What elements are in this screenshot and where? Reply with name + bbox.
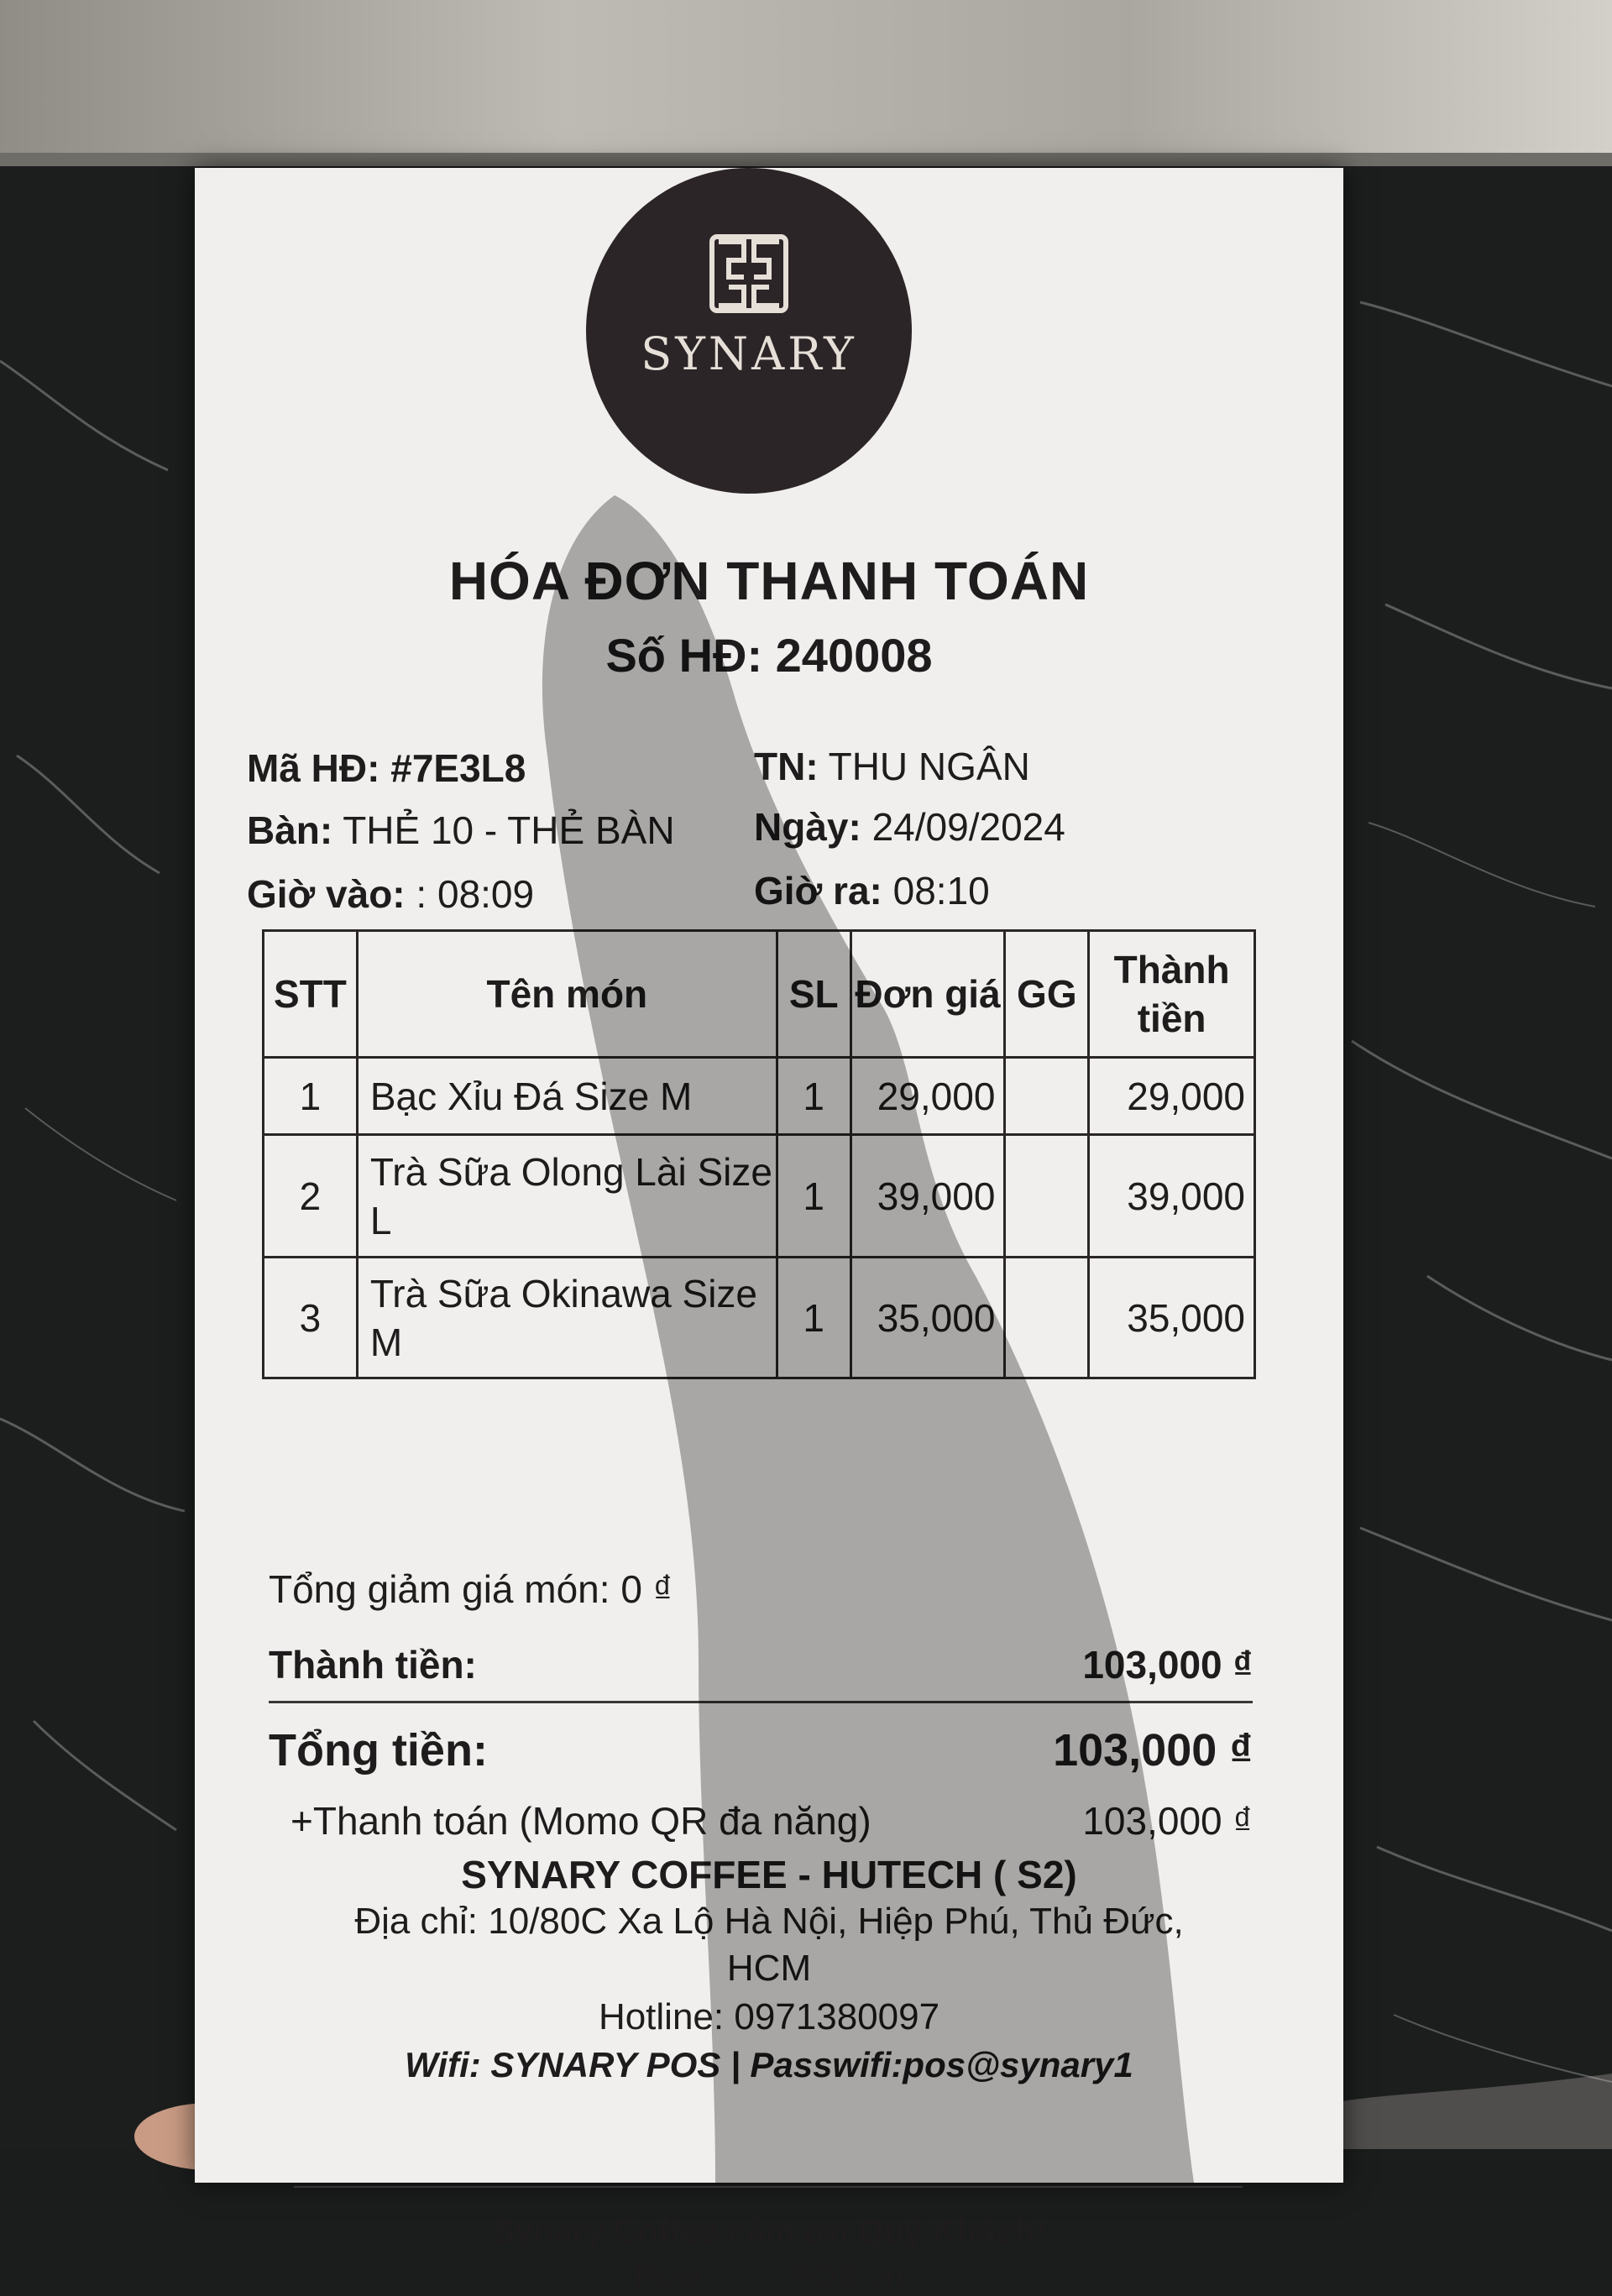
subtotal-value: 103,000 ₫ [1082,1643,1253,1687]
store-address: Địa chỉ: 10/80C Xa Lộ Hà Nội, Hiệp Phú, Thủ Đức, [354,1901,1184,1942]
item-discount-line: Tổng giảm giá món: 0 ₫ [269,1567,673,1611]
row-stt: 3 [264,1258,358,1378]
header-total: Thành tiền [1089,931,1255,1058]
payment-label: +Thanh toán (Momo QR đa năng) [290,1799,871,1843]
payment-line [269,1798,1253,1849]
row-total: 39,000 [1089,1135,1255,1258]
store-logo [586,168,912,494]
summary-divider [269,1701,1253,1703]
row-stt: 2 [264,1135,358,1258]
header-name: Tên món [357,931,777,1058]
receipt-title: HÓA ĐƠN THANH TOÁN [448,551,1090,611]
powered-by: Pow POS.vn [635,2258,903,2295]
items-table [262,929,1256,1379]
table-row [264,1258,1255,1378]
subtotal-label: Thành tiền: [269,1643,477,1687]
header-stt: STT [264,931,358,1058]
table-row [264,1135,1255,1258]
row-qty: 1 [777,1258,850,1378]
table-row [264,1058,1255,1135]
row-discount [1005,1135,1089,1258]
store-name: SYNARY COFFEE - HUTECH ( S2) [461,1853,1077,1896]
table-number: Bàn: THẺ 10 - THẺ BÀN [247,808,675,852]
row-discount [1005,1058,1089,1135]
row-total: 35,000 [1089,1258,1255,1378]
header-discount: GG [1005,931,1089,1058]
invoice-code: Mã HĐ: #7E3L8 [247,746,526,790]
invoice-number: Số HĐ: 240008 [605,629,933,682]
header-qty: SL [777,931,850,1058]
row-price: 29,000 [850,1058,1005,1135]
subtotal-line [269,1642,1253,1692]
row-qty: 1 [777,1135,850,1258]
receipt [195,168,1343,2295]
header-price: Đơn giá [850,931,1005,1058]
table-header-row [264,931,1255,1058]
store-hotline: Hotline: 0971380097 [598,1996,940,2037]
total-line [269,1724,1253,1783]
footer-divider [294,2186,1243,2188]
row-price: 35,000 [850,1258,1005,1378]
total-value: 103,000 ₫ [1053,1725,1253,1776]
row-qty: 1 [777,1058,850,1135]
thank-you-message: Synary Coffee cảm ơn Quý Khách! [492,2213,1046,2250]
invoice-date: Ngày: 24/09/2024 [754,805,1065,849]
row-total: 29,000 [1089,1058,1255,1135]
row-name: Trà Sữa Olong Lài Size L [357,1135,777,1258]
total-label: Tổng tiền: [269,1725,488,1776]
cashier: TN: THU NGÂN [754,745,1030,788]
logo-wordmark: SYNARY [641,327,857,380]
time-out: Giờ ra: 08:10 [754,869,990,913]
time-in: Giờ vào: : 08:09 [247,872,535,916]
row-name: Bạc Xỉu Đá Size M [357,1058,777,1135]
row-price: 39,000 [850,1135,1005,1258]
row-discount [1005,1258,1089,1378]
store-address-city: HCM [726,1948,812,1989]
row-stt: 1 [264,1058,358,1135]
payment-value: 103,000 ₫ [1082,1799,1253,1843]
store-wifi: Wifi: SYNARY POS | Passwifi:pos@synary1 [405,2045,1133,2084]
row-name: Trà Sữa Okinawa Size M [357,1258,777,1378]
